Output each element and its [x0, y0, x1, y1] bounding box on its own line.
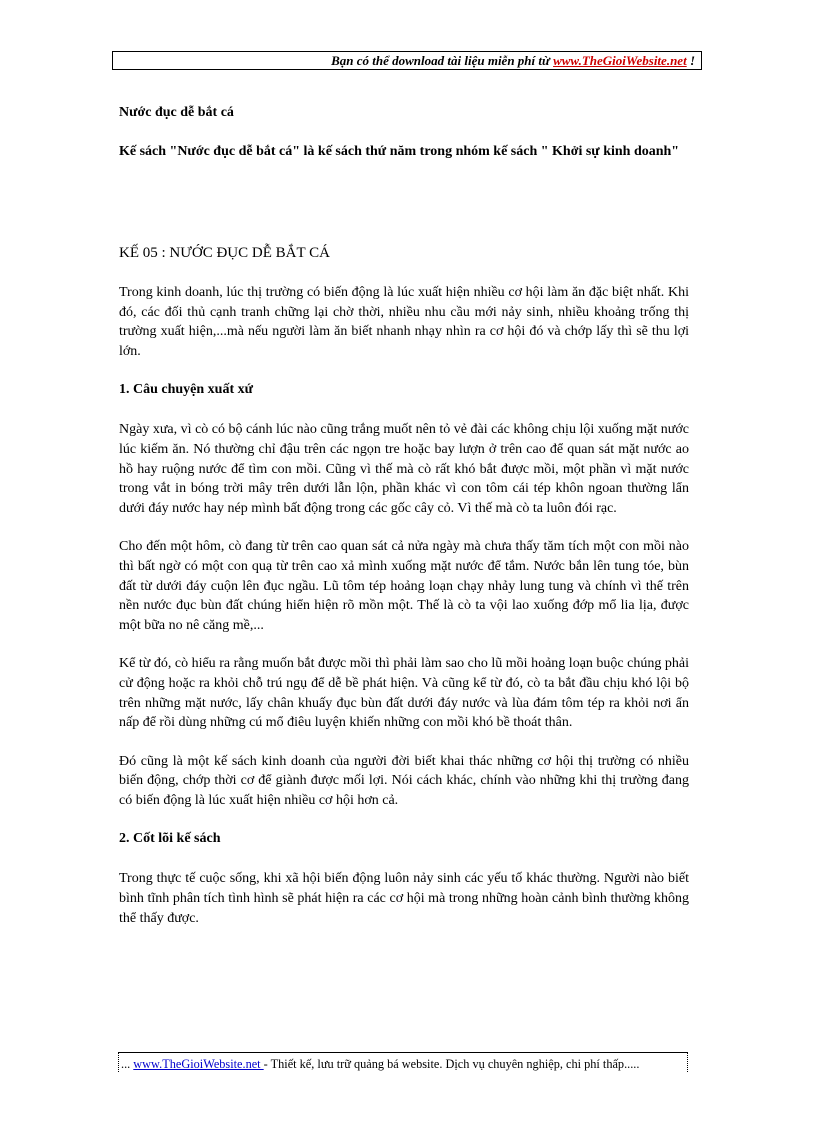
section-1-heading: 1. Câu chuyện xuất xứ [119, 382, 254, 398]
section-1-paragraph-2: Cho đến một hôm, cò đang từ trên cao quan sát cả nửa ngày mà chưa thấy tăm tích một con mồi nào thì bất ngờ có một con quạ từ trên cao xả mình xuống mặt nước để tắm. Nước bắn lên tung tóe, bùn đất từ dưới đáy cuộn lên đục ngầu. Lũ tôm tép hoảng loạn chạy nhảy lung tung và chính vì thế trên nền nước đục bùn đất chúng hiển hiện rõ mồn một. Thế là cò ta vội lao xuống đớp mổ lia lịa, được một bữa no nê căng mề,... [119, 539, 689, 633]
document-subtitle: Kế sách "Nước đục dễ bắt cá" là kế sách thứ năm trong nhóm kế sách " Khởi sự kinh doanh" [119, 144, 680, 159]
document-title: Nước đục dễ bắt cá [119, 105, 234, 120]
intro-paragraph: Trong kinh doanh, lúc thị trường có biến động là lúc xuất hiện nhiều cơ hội làm ăn đặc biệt nhất. Khi đó, các đối thủ cạnh tranh chững lại chờ thời, nhiều nhu cầu mới nảy sinh, nhiều khoảng trống thị trường xuất hiện,...mà nếu người làm ăn biết nhanh nhạy nhìn ra cơ hội đó và chớp lấy thì sẽ thu lợi lớn. [119, 285, 689, 359]
footer-prefix: ... [121, 1057, 134, 1071]
page-footer-box [118, 1052, 688, 1072]
section-2-heading: 2. Cốt lõi kế sách [119, 831, 221, 847]
footer-website-link[interactable]: www.TheGioiWebsite.net [133, 1057, 264, 1071]
section-2-paragraph-1: Trong thực tế cuộc sống, khi xã hội biến động luôn nảy sinh các yếu tố khác thường. Người nào biết bình tĩnh phân tích tình hình sẽ phát hiện ra các cơ hội mà trong những hoàn cảnh bình thường không thể thấy được. [119, 871, 689, 926]
page-header-box [112, 51, 702, 70]
header-text [331, 53, 695, 69]
footer-text [121, 1057, 639, 1072]
header-website-link[interactable]: www.TheGioiWebsite.net [553, 53, 687, 68]
header-prefix: Bạn có thể download tài liệu miễn phí từ [331, 53, 554, 68]
section-1-paragraph-1: Ngày xưa, vì cò có bộ cánh lúc nào cũng trắng muốt nên tỏ vẻ đài các không chịu lội xuống mặt nước lúc kiếm ăn. Nó thường chỉ đậu trên các ngọn tre hoặc bay lượn ở trên cao để quan sát mặt nước ao hồ hay ruộng nước để tìm con mồi. Cũng vì thế mà cò rất khó bắt được mồi, một phần vì mặt nước trong vắt in bóng trời mây trên dưới lẫn lộn, phần khác vì con tôm cái tép khôn ngoan thường lẩn dưới đáy nước hay nép mình bất động trong các gốc cây cỏ. Vì thế mà cò ta luôn đói rạc. [119, 422, 689, 516]
document-body [119, 103, 689, 928]
main-heading: KẾ 05 : NƯỚC ĐỤC DỄ BẮT CÁ [119, 245, 330, 261]
section-1-paragraph-3: Kể từ đó, cò hiểu ra rằng muốn bắt được mồi thì phải làm sao cho lũ mồi hoảng loạn buộc chúng phải cử động hoặc ra khỏi chỗ trú ngụ để dễ bề phát hiện. Và cũng kể từ đó, cò ta bắt đầu chịu khó lội bộ trên những mặt nước, lấy chân khuấy đục bùn đất dưới đáy nước và lùa đám tôm tép ra khỏi nơi ẩn nấp để rồi dùng những cú mổ điêu luyện khiến những con mồi khó bề thoát thân. [119, 656, 689, 731]
footer-suffix: - Thiết kế, lưu trữ quảng bá website. Dịch vụ chuyên nghiệp, chi phí thấp..... [263, 1057, 640, 1071]
section-1-paragraph-4: Đó cũng là một kế sách kinh doanh của người đời biết khai thác những cơ hội thị trường có nhiều biến động, chớp thời cơ để giành được mối lợi. Nói cách khác, chính vào những khi thị trường đang có biến động là lúc xuất hiện nhiều cơ hội hơn cả. [119, 753, 689, 808]
header-suffix: ! [686, 53, 695, 68]
